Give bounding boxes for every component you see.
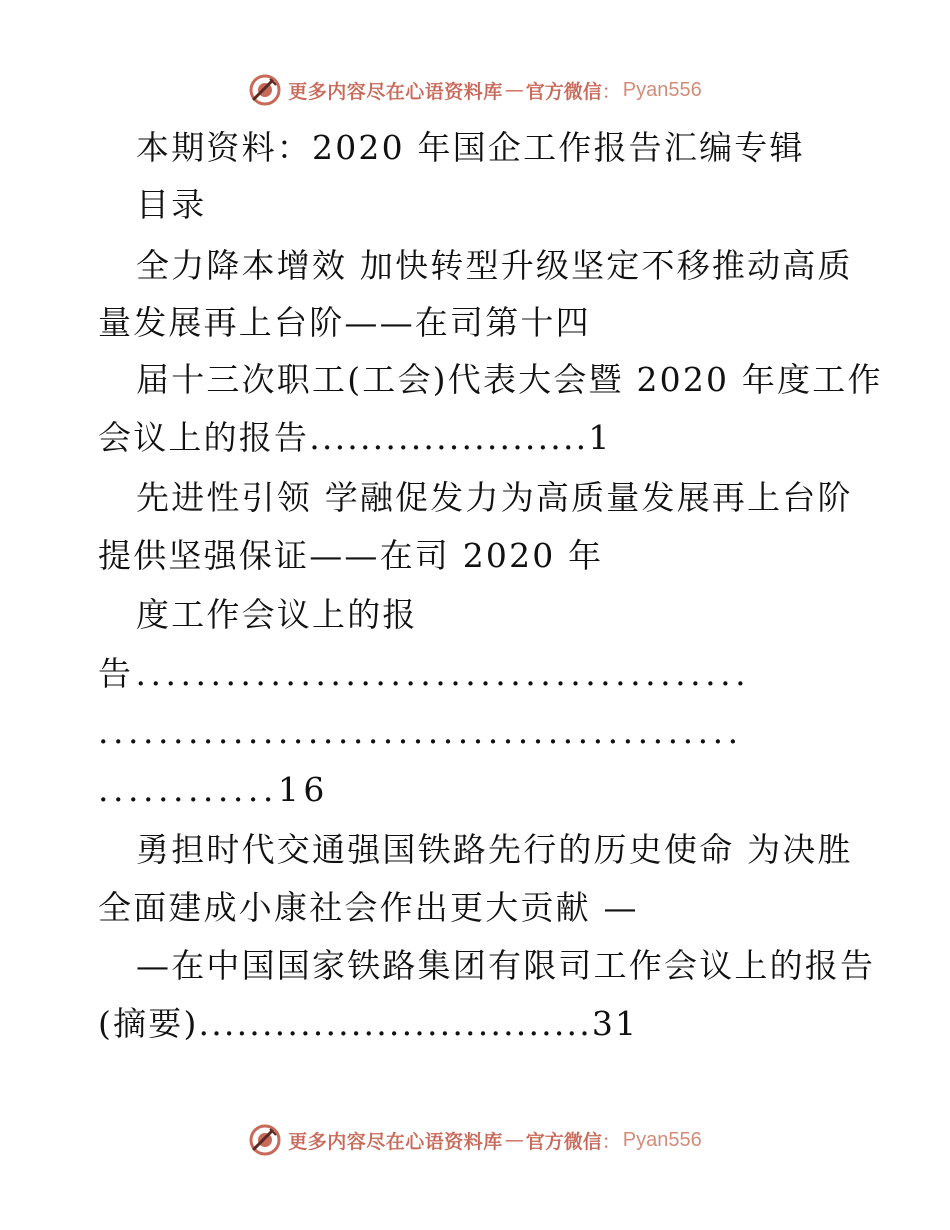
issue-title: 本期资料：2020 年国企工作报告汇编专辑	[136, 128, 805, 167]
toc-entry-2-line-6: ............16	[98, 770, 329, 809]
toc-entry-1-line-2: 量发展再上台阶——在司第十四	[98, 303, 591, 342]
toc-entry-2-line-4: 告.........................................	[98, 654, 751, 693]
banner-colon: ：	[601, 1130, 621, 1153]
banner-wechat-label: 官方微信	[525, 80, 602, 103]
toc-entry-3-line-2: 全面建成小康社会作出更大贡献 —	[98, 888, 639, 927]
header-banner	[0, 70, 950, 110]
banner-main-text: 更多内容尽在心语资料库	[288, 1130, 503, 1153]
banner-dash: —	[504, 1129, 524, 1151]
banner-wechat-id: Pyan556	[622, 78, 702, 101]
toc-entry-3-line-1: 勇担时代交通强国铁路先行的历史使命 为决胜	[136, 830, 853, 869]
seal-logo-icon	[248, 1123, 282, 1157]
banner-colon: ：	[601, 80, 621, 103]
toc-entry-2-line-3: 度工作会议上的报	[136, 595, 418, 634]
toc-entry-1-line-4: 会议上的报告......................1	[98, 418, 612, 457]
toc-entry-2-line-5: ...........................................	[98, 712, 743, 751]
banner-dash: —	[504, 79, 524, 101]
toc-entry-3-line-3: —在中国国家铁路集团有限司工作会议上的报告	[136, 946, 876, 985]
toc-entry-3-line-4: (摘要)...............................31	[98, 1004, 639, 1043]
banner-main-text: 更多内容尽在心语资料库	[288, 80, 503, 103]
toc-entry-2-line-2: 提供坚强保证——在司 2020 年	[98, 536, 604, 575]
toc-entry-2-line-1: 先进性引领 学融促发力为高质量发展再上台阶	[136, 478, 853, 517]
footer-banner	[0, 1120, 950, 1160]
toc-heading: 目录	[136, 185, 207, 224]
banner-wechat-label: 官方微信	[525, 1130, 602, 1153]
seal-logo-icon	[248, 73, 282, 107]
toc-entry-1-line-3: 届十三次职工(工会)代表大会暨 2020 年度工作	[136, 360, 883, 399]
banner-wechat-id: Pyan556	[622, 1128, 702, 1151]
toc-entry-1-line-1: 全力降本增效 加快转型升级坚定不移推动高质	[136, 246, 853, 285]
